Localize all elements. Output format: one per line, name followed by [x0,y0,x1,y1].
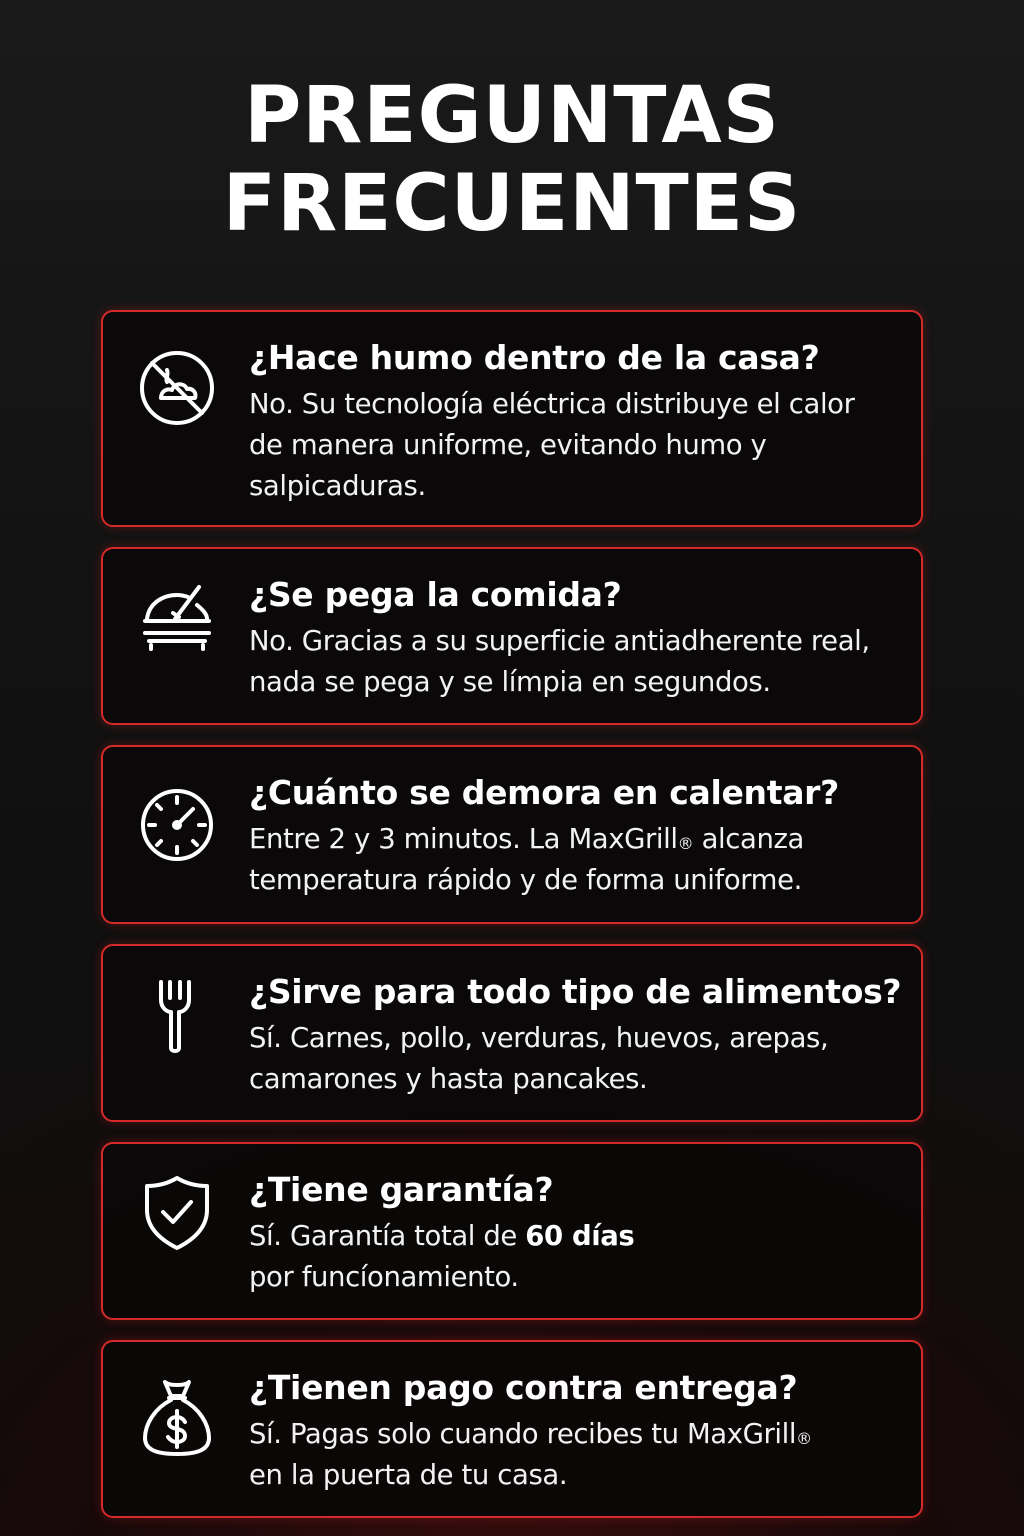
faq-answer-line: Sí. Carnes, pollo, verduras, huevos, arepas, [249,1022,829,1054]
faq-answer-line: temperatura rápido y de forma uniforme. [249,864,802,896]
registered-mark: ® [796,1429,812,1448]
faq-answer [249,1216,907,1298]
page-title-line-1: PREGUNTAS [244,71,780,161]
faq-question: ¿Sirve para todo tipo de alimentos? [249,972,902,1011]
money-bag-icon [137,1378,217,1458]
faq-card-warranty [101,1142,923,1320]
faq-answer-line: nada se pega y se límpia en segundos. [249,666,771,698]
faq-answer [249,1018,907,1100]
no-smoke-icon [137,348,217,428]
page-title-line-2: FRECUENTES [222,159,802,249]
faq-answer-line: en la puerta de tu casa. [249,1459,568,1491]
timer-icon [137,785,217,865]
registered-mark: ® [677,834,694,853]
faq-question: ¿Cuánto se demora en calentar? [249,773,839,812]
faq-answer-line: de manera uniforme, evitando humo y [249,429,767,461]
non-stick-grill-icon [137,581,217,661]
faq-answer-line-tail: alcanza [693,823,804,855]
faq-question: ¿Se pega la comida? [249,575,622,614]
faq-answer-line: camarones y hasta pancakes. [249,1063,648,1095]
page-title [0,72,1024,248]
faq-answer-line: por funcíonamiento. [249,1261,519,1293]
faq-card-heating [101,745,923,924]
faq-question: ¿Tiene garantía? [249,1170,554,1209]
faq-answer-line: salpicaduras. [249,470,426,502]
faq-answer-line: Entre 2 y 3 minutos. La MaxGrill [249,823,678,855]
faq-answer [249,384,907,507]
faq-answer-line: No. Su tecnología eléctrica distribuye el calor [249,388,855,420]
fork-icon [137,978,217,1058]
faq-answer [249,621,907,703]
faq-answer-line: Sí. Pagas solo cuando recibes tu MaxGrill [249,1418,797,1450]
faq-question: ¿Hace humo dentro de la casa? [249,338,820,377]
faq-card-payment [101,1340,923,1518]
faq-answer [249,1414,907,1496]
faq-card-sticking [101,547,923,725]
faq-answer-line: No. Gracias a su superficie antiadherente real, [249,625,870,657]
faq-card-foods [101,944,923,1122]
faq-question: ¿Tienen pago contra entrega? [249,1368,798,1407]
faq-answer-line: Sí. Garantía total de [249,1220,526,1252]
faq-answer [249,819,907,901]
shield-check-icon [137,1172,217,1252]
faq-card-smoke [101,310,923,527]
warranty-days: 60 días [525,1220,635,1252]
